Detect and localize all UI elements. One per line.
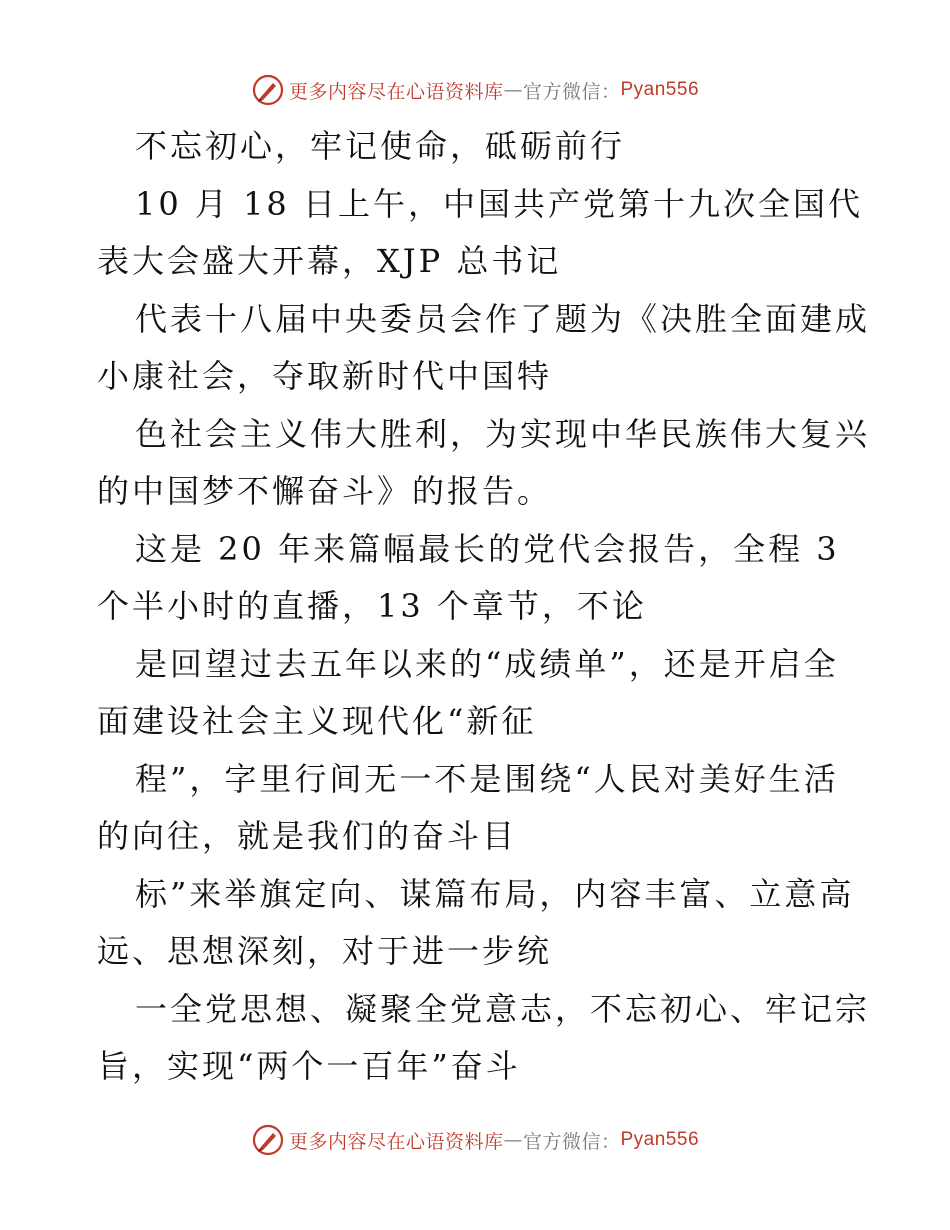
watermark-main-text: 更多内容尽在心语资料库 [288,1130,504,1153]
paragraph-line: 10 月 18 日上午，中国共产党第十九次全国代 [135,184,863,223]
watermark-separator: — [503,1129,523,1151]
header-watermark [0,70,950,110]
paragraph-line: 的中国梦不懈奋斗》的报告。 [97,472,553,510]
paragraph-line: 个半小时的直播，13 个章节，不论 [97,587,647,625]
document-title-line: 不忘初心，牢记使命，砥砺前行 [135,127,626,165]
paragraph-line: 代表十八届中央委员会作了题为《决胜全面建成 [135,299,871,338]
paragraph-line: 表大会盛大开幕，XJP 总书记 [97,242,562,280]
paragraph-line: 旨，实现“两个一百年”奋斗 [97,1047,521,1085]
watermark-handle: Pyan556 [620,1129,700,1150]
pen-logo-icon [251,1123,285,1157]
paragraph-line: 小康社会，夺取新时代中国特 [97,357,553,395]
paragraph-line: 面建设社会主义现代化“新征 [97,702,537,740]
watermark-separator: — [503,79,523,101]
paragraph-line: 色社会主义伟大胜利，为实现中华民族伟大复兴 [135,414,871,453]
watermark-official-label: 官方微信： [522,1130,621,1153]
watermark-handle: Pyan556 [620,79,700,100]
watermark-main-text: 更多内容尽在心语资料库 [288,80,504,103]
paragraph-line: 这是 20 年来篇幅最长的党代会报告，全程 3 [135,529,840,568]
pen-logo-icon [251,73,285,107]
watermark-official-label: 官方微信： [522,80,621,103]
paragraph-line: 的向往，就是我们的奋斗目 [97,817,518,855]
footer-watermark [0,1120,950,1160]
paragraph-line: 是回望过去五年以来的“成绩单”，还是开启全 [135,644,839,683]
paragraph-line: 远、思想深刻，对于进一步统 [97,932,553,970]
paragraph-line: 标”来举旗定向、谋篇布局，内容丰富、立意高 [135,874,855,913]
paragraph-line: 一全党思想、凝聚全党意志，不忘初心、牢记宗 [135,989,871,1028]
document-body [97,118,871,1096]
paragraph-line: 程”，字里行间无一不是围绕“人民对美好生活 [135,759,839,798]
